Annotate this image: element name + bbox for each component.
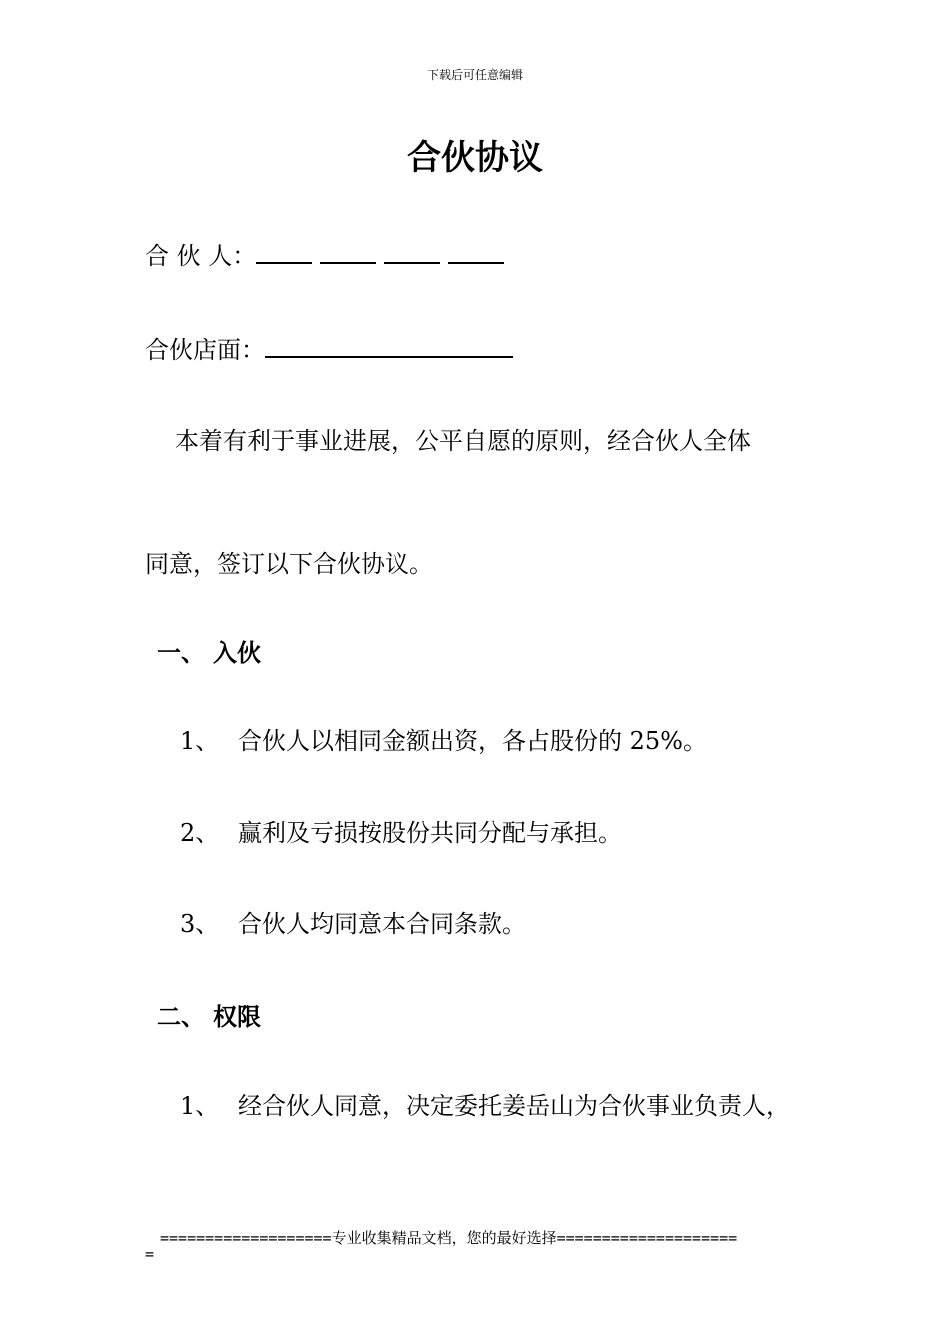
section-number: 一、	[157, 639, 205, 667]
item-number: 2、	[180, 819, 220, 847]
section-heading-1	[157, 633, 261, 668]
intro-line-1: 本着有利于事业进展，公平自愿的原则，经合伙人全体	[175, 427, 751, 455]
item-text: 合伙人以相同金额出资，各占股份的 25%。	[238, 727, 707, 755]
item-number: 1、	[180, 727, 220, 755]
item-number: 3、	[180, 910, 220, 938]
section-title: 入伙	[213, 639, 261, 667]
list-item	[180, 1086, 790, 1121]
section-heading-2	[157, 997, 261, 1032]
item-number: 1、	[180, 1092, 220, 1120]
section-title: 权限	[213, 1003, 261, 1031]
item-text: 赢利及亏损按股份共同分配与承担。	[238, 819, 622, 847]
partner-blank-2[interactable]	[320, 242, 376, 264]
partner-blank-1[interactable]	[256, 242, 312, 264]
list-item	[180, 904, 526, 939]
partners-label: 合 伙 人：	[145, 242, 257, 270]
list-item	[180, 721, 707, 756]
partners-row	[145, 236, 512, 271]
store-blank[interactable]	[265, 336, 513, 358]
store-label: 合伙店面：	[145, 336, 265, 364]
document-title: 合伙协议	[407, 138, 543, 178]
store-row	[145, 330, 513, 365]
section-number: 二、	[157, 1003, 205, 1031]
partner-blank-4[interactable]	[448, 242, 504, 264]
partner-blank-3[interactable]	[384, 242, 440, 264]
list-item	[180, 813, 622, 848]
item-text: 合伙人均同意本合同条款。	[238, 910, 526, 938]
intro-line-2: 同意，签订以下合伙协议。	[145, 550, 433, 578]
header-note: 下载后可任意编辑	[426, 68, 523, 82]
item-text: 经合伙人同意，决定委托姜岳山为合伙事业负责人，	[238, 1092, 790, 1120]
footer-line-1: ===================专业收集精品文档，您的最好选择====================	[160, 1229, 738, 1247]
footer-line-2: =	[145, 1245, 155, 1263]
